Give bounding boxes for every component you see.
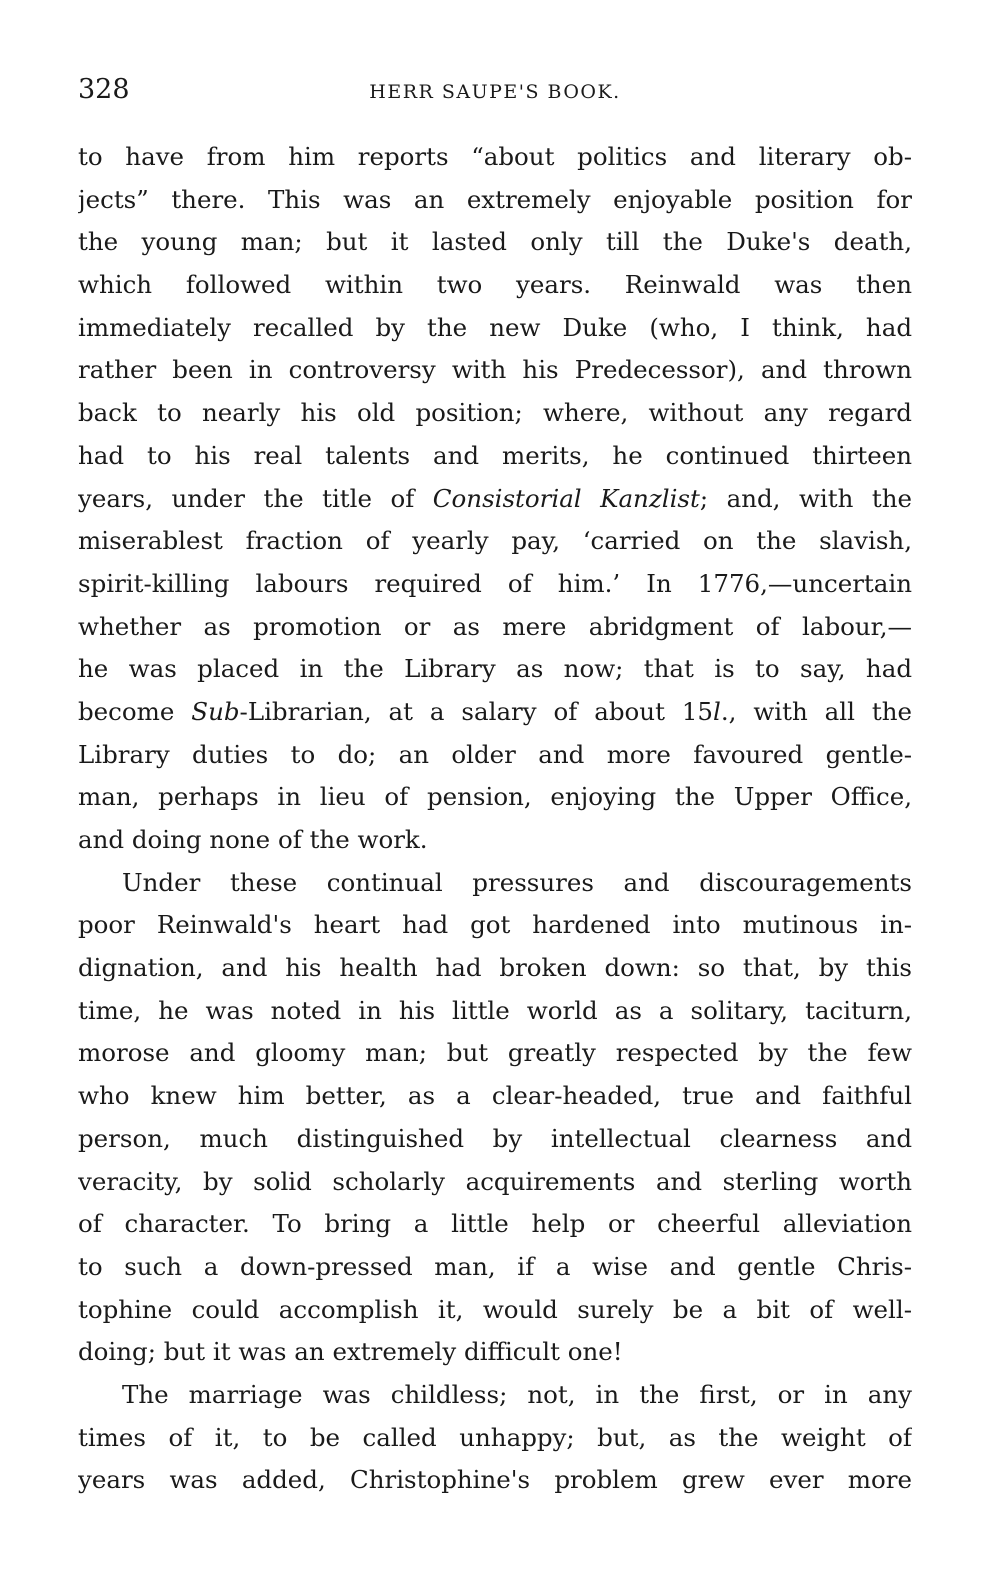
- text-segment: -Librarian, at a salary of about 15: [239, 696, 713, 726]
- page-body: [78, 136, 912, 1502]
- paragraph-3: [78, 1374, 912, 1502]
- paragraph-1: [78, 136, 912, 862]
- text-line: dignation, and his health had broken down: so that, by this: [78, 953, 912, 983]
- text-line: morose and gloomy man; but greatly respected by the few: [78, 1038, 912, 1068]
- text-line: the young man; but it lasted only till the Duke's death,: [78, 227, 912, 257]
- text-line: to such a down-pressed man, if a wise and gentle Chris-: [78, 1251, 912, 1281]
- text-line: years was added, Christophine's problem grew ever more: [78, 1465, 912, 1495]
- page-header: [78, 74, 912, 114]
- text-segment: become: [78, 696, 192, 726]
- text-line: doing; but it was an extremely difficult one!: [78, 1337, 623, 1367]
- italic-title: Consistorial Kanzlist: [432, 483, 700, 513]
- text-line: to have from him reports “about politics and literary ob-: [78, 142, 912, 171]
- text-line: man, perhaps in lieu of pension, enjoying the Upper Office,: [78, 782, 912, 812]
- text-line: Library duties to do; an older and more favoured gentle-: [78, 739, 912, 769]
- text-line: The marriage was childless; not, in the first, or in any: [122, 1379, 912, 1409]
- text-segment: ., with all the: [720, 696, 912, 726]
- text-line: veracity, by solid scholarly acquirements and sterling worth: [78, 1166, 912, 1196]
- text-line: rather been in controversy with his Predecessor), and thrown: [78, 355, 912, 385]
- text-line: jects” there. This was an extremely enjoyable position for: [78, 184, 912, 214]
- text-line: spirit-killing labours required of him.’ In 1776,—uncertain: [78, 568, 912, 598]
- text-line: poor Reinwald's heart had got hardened into mutinous in-: [78, 910, 912, 940]
- paragraph-2: [78, 862, 912, 1374]
- running-head: HERR SAUPE'S BOOK.: [369, 81, 621, 103]
- text-line: back to nearly his old position; where, without any regard: [78, 398, 912, 428]
- text-segment: ; and, with the: [699, 483, 912, 513]
- text-line: immediately recalled by the new Duke (who, I think, had: [78, 312, 912, 342]
- text-line: Under these continual pressures and discouragements: [122, 867, 912, 897]
- text-line: person, much distinguished by intellectual clearness and: [78, 1123, 912, 1153]
- text-line: time, he was noted in his little world as a solitary, taciturn,: [78, 995, 912, 1025]
- text-line: and doing none of the work.: [78, 825, 428, 854]
- text-line: tophine could accomplish it, would surely be a bit of well-: [78, 1294, 912, 1324]
- text-line: [78, 478, 912, 521]
- text-line: who knew him better, as a clear-headed, true and faithful: [78, 1081, 912, 1111]
- text-line: whether as promotion or as mere abridgment of labour,—: [78, 611, 912, 641]
- italic-pound: l: [713, 696, 721, 726]
- text-segment: years, under the title of: [78, 483, 433, 513]
- page-number: 328: [78, 74, 130, 105]
- text-line: [78, 691, 912, 734]
- text-line: miserablest fraction of yearly pay, ‘carried on the slavish,: [78, 526, 912, 556]
- text-line: which followed within two years. Reinwald was then: [78, 270, 912, 300]
- text-line: times of it, to be called unhappy; but, as the weight of: [78, 1422, 912, 1452]
- italic-sub: Sub: [191, 696, 240, 726]
- text-line: had to his real talents and merits, he continued thirteen: [78, 440, 912, 470]
- text-line: of character. To bring a little help or cheerful alleviation: [78, 1209, 912, 1239]
- text-line: he was placed in the Library as now; that is to say, had: [78, 654, 912, 684]
